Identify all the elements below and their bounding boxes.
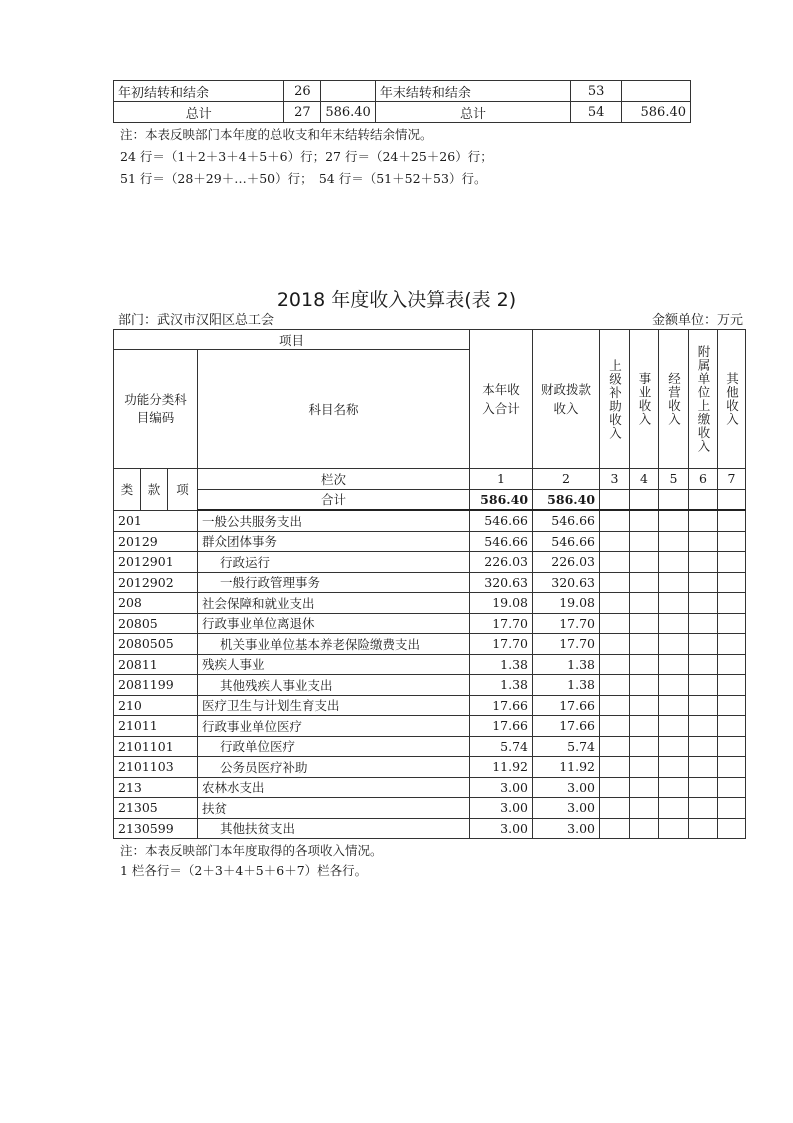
row-empty-cell — [689, 777, 718, 798]
row-empty-cell — [659, 818, 689, 839]
row-empty-cell — [659, 552, 689, 573]
row-empty-cell — [718, 818, 746, 839]
right-line-no: 54 — [571, 102, 622, 123]
row-value-1: 1.38 — [470, 654, 533, 675]
row-empty-cell — [689, 572, 718, 593]
row-empty-cell — [630, 531, 659, 552]
row-value-2: 3.00 — [533, 798, 600, 819]
row-empty-cell — [689, 716, 718, 737]
row-subject-name: 行政运行 — [198, 552, 470, 573]
row-value-2: 226.03 — [533, 552, 600, 573]
income-table — [113, 329, 746, 839]
row-empty-cell — [630, 654, 659, 675]
row-subject-name: 扶贫 — [198, 798, 470, 819]
table-row — [114, 531, 746, 552]
row-code: 2081199 — [114, 675, 198, 696]
row-empty-cell — [659, 695, 689, 716]
row-empty-cell — [630, 552, 659, 573]
row-empty-cell — [718, 572, 746, 593]
header-label: 上级补助收入 — [607, 358, 623, 440]
row-empty-cell — [600, 675, 630, 696]
row-value-1: 546.66 — [470, 510, 533, 531]
row-value-1: 1.38 — [470, 675, 533, 696]
row-code: 2012902 — [114, 572, 198, 593]
row-empty-cell — [718, 613, 746, 634]
col-number: 2 — [533, 469, 600, 490]
col-number: 5 — [659, 469, 689, 490]
left-line-no: 27 — [284, 102, 321, 123]
row-empty-cell — [630, 777, 659, 798]
row-empty-cell — [718, 777, 746, 798]
row-empty-cell — [600, 613, 630, 634]
note-text: 注：本表反映部门本年度的总收支和年末结转结余情况。 — [120, 127, 433, 142]
left-value: 586.40 — [321, 102, 376, 123]
row-empty-cell — [600, 552, 630, 573]
row-empty-cell — [689, 634, 718, 655]
header-label: 功能分类科目编码 — [124, 392, 187, 425]
row-empty-cell — [659, 634, 689, 655]
row-value-2: 17.66 — [533, 695, 600, 716]
row-subject-name: 行政事业单位医疗 — [198, 716, 470, 737]
right-value — [622, 81, 691, 102]
row-code: 2101101 — [114, 736, 198, 757]
row-empty-cell — [659, 757, 689, 778]
row-empty-cell — [630, 757, 659, 778]
row-subject-name: 社会保障和就业支出 — [198, 593, 470, 614]
row-empty-cell — [718, 675, 746, 696]
row-empty-cell — [718, 531, 746, 552]
header-label: 本年收入合计 — [482, 382, 520, 416]
row-value-1: 11.92 — [470, 757, 533, 778]
row-value-1: 5.74 — [470, 736, 533, 757]
row-subject-name: 行政单位医疗 — [198, 736, 470, 757]
department-label: 部门：武汉市汉阳区总工会 — [118, 313, 275, 328]
row-empty-cell — [659, 798, 689, 819]
row-value-2: 19.08 — [533, 593, 600, 614]
header-lei: 类 — [114, 469, 141, 511]
row-empty-cell — [600, 654, 630, 675]
row-code: 2101103 — [114, 757, 198, 778]
row-empty-cell — [630, 593, 659, 614]
header-func-code — [114, 350, 198, 469]
row-subject-name: 其他扶贫支出 — [198, 818, 470, 839]
row-empty-cell — [689, 757, 718, 778]
row-value-2: 17.70 — [533, 634, 600, 655]
row-empty-cell — [659, 654, 689, 675]
row-empty-cell — [689, 531, 718, 552]
row-empty-cell — [718, 716, 746, 737]
table-row — [114, 81, 691, 102]
table-row — [114, 593, 746, 614]
left-label: 年初结转和结余 — [114, 81, 284, 102]
row-code: 20805 — [114, 613, 198, 634]
note-text: 24 行＝（1＋2＋3＋4＋5＋6）行；27 行＝（24＋25＋26）行； — [120, 149, 493, 164]
row-value-1: 226.03 — [470, 552, 533, 573]
row-code: 2130599 — [114, 818, 198, 839]
row-value-1: 17.66 — [470, 716, 533, 737]
row-empty-cell — [630, 798, 659, 819]
row-subject-name: 公务员医疗补助 — [198, 757, 470, 778]
header-col-5 — [659, 330, 689, 469]
row-value-1: 17.70 — [470, 613, 533, 634]
col-number: 1 — [470, 469, 533, 490]
row-code: 201 — [114, 510, 198, 531]
row-empty-cell — [659, 572, 689, 593]
header-col-3 — [600, 330, 630, 469]
header-label: 其他收入 — [724, 372, 740, 426]
header-col-4 — [630, 330, 659, 469]
row-empty-cell — [600, 531, 630, 552]
header-label: 事业收入 — [637, 372, 653, 426]
row-code: 20129 — [114, 531, 198, 552]
table-row — [114, 572, 746, 593]
row-value-1: 3.00 — [470, 777, 533, 798]
total-value-2: 586.40 — [533, 489, 600, 510]
unit-label: 金额单位：万元 — [651, 313, 743, 328]
row-code: 208 — [114, 593, 198, 614]
table-row — [114, 818, 746, 839]
row-value-2: 1.38 — [533, 675, 600, 696]
row-empty-cell — [659, 531, 689, 552]
row-empty-cell — [718, 510, 746, 531]
row-empty-cell — [600, 716, 630, 737]
table-row — [114, 510, 746, 531]
row-code: 2080505 — [114, 634, 198, 655]
col-number: 3 — [600, 469, 630, 490]
row-value-2: 320.63 — [533, 572, 600, 593]
row-code: 2012901 — [114, 552, 198, 573]
table-row — [114, 102, 691, 123]
left-value — [321, 81, 376, 102]
row-empty-cell — [659, 675, 689, 696]
row-empty-cell — [600, 757, 630, 778]
total-label: 合计 — [198, 489, 470, 510]
row-subject-name: 一般行政管理事务 — [198, 572, 470, 593]
row-empty-cell — [600, 818, 630, 839]
row-empty-cell — [718, 654, 746, 675]
row-empty-cell — [600, 510, 630, 531]
row-value-2: 546.66 — [533, 531, 600, 552]
row-subject-name: 行政事业单位离退休 — [198, 613, 470, 634]
row-empty-cell — [689, 736, 718, 757]
header-kuan: 款 — [141, 469, 168, 511]
table-row — [114, 757, 746, 778]
row-value-2: 5.74 — [533, 736, 600, 757]
table-row — [114, 552, 746, 573]
row-empty-cell — [600, 593, 630, 614]
row-value-2: 3.00 — [533, 777, 600, 798]
header-col-7 — [718, 330, 746, 469]
table-row — [114, 675, 746, 696]
row-code: 21011 — [114, 716, 198, 737]
header-lanci: 栏次 — [198, 469, 470, 490]
header-col-1 — [470, 330, 533, 469]
row-value-2: 17.70 — [533, 613, 600, 634]
row-value-1: 3.00 — [470, 798, 533, 819]
row-empty-cell — [718, 552, 746, 573]
row-empty-cell — [689, 593, 718, 614]
header-row — [114, 330, 746, 350]
row-empty-cell — [689, 675, 718, 696]
row-empty-cell — [689, 552, 718, 573]
header-subject-name: 科目名称 — [198, 350, 470, 469]
left-label: 总计 — [114, 102, 284, 123]
row-code: 213 — [114, 777, 198, 798]
row-empty-cell — [600, 736, 630, 757]
table-row — [114, 798, 746, 819]
row-empty-cell — [718, 593, 746, 614]
row-value-1: 17.70 — [470, 634, 533, 655]
header-label: 经营收入 — [666, 372, 682, 426]
table-row — [114, 613, 746, 634]
row-empty-cell — [630, 634, 659, 655]
page-title: 2018 年度收入决算表(表 2) — [276, 289, 517, 311]
header-col-6 — [689, 330, 718, 469]
row-value-2: 546.66 — [533, 510, 600, 531]
table-row — [114, 654, 746, 675]
row-value-1: 19.08 — [470, 593, 533, 614]
row-subject-name: 农林水支出 — [198, 777, 470, 798]
row-empty-cell — [718, 757, 746, 778]
row-empty-cell — [689, 818, 718, 839]
row-value-2: 17.66 — [533, 716, 600, 737]
table-body — [114, 510, 746, 839]
row-subject-name: 医疗卫生与计划生育支出 — [198, 695, 470, 716]
row-empty-cell — [659, 613, 689, 634]
table-row — [114, 695, 746, 716]
right-line-no: 53 — [571, 81, 622, 102]
note-text: 注：本表反映部门本年度取得的各项收入情况。 — [120, 843, 383, 858]
row-empty-cell — [630, 510, 659, 531]
row-code: 20811 — [114, 654, 198, 675]
row-empty-cell — [600, 572, 630, 593]
header-label: 附属单位上缴收入 — [696, 345, 712, 453]
row-value-1: 320.63 — [470, 572, 533, 593]
right-label: 总计 — [375, 102, 570, 123]
row-value-2: 3.00 — [533, 818, 600, 839]
row-subject-name: 群众团体事务 — [198, 531, 470, 552]
total-value-1: 586.40 — [470, 489, 533, 510]
left-line-no: 26 — [284, 81, 321, 102]
row-value-1: 3.00 — [470, 818, 533, 839]
header-col-2 — [533, 330, 600, 469]
table-row — [114, 716, 746, 737]
note-text: 1 栏各行＝（2＋3＋4＋5＋6＋7）栏各行。 — [120, 863, 368, 878]
header-xiang: 项 — [168, 469, 198, 511]
row-empty-cell — [630, 818, 659, 839]
row-empty-cell — [689, 510, 718, 531]
header-row — [114, 469, 746, 490]
row-empty-cell — [600, 695, 630, 716]
row-empty-cell — [718, 736, 746, 757]
row-empty-cell — [689, 695, 718, 716]
row-empty-cell — [659, 510, 689, 531]
row-empty-cell — [659, 593, 689, 614]
table-row — [114, 736, 746, 757]
row-empty-cell — [689, 613, 718, 634]
row-value-1: 546.66 — [470, 531, 533, 552]
row-code: 21305 — [114, 798, 198, 819]
row-subject-name: 机关事业单位基本养老保险缴费支出 — [198, 634, 470, 655]
row-subject-name: 残疾人事业 — [198, 654, 470, 675]
row-empty-cell — [718, 695, 746, 716]
row-empty-cell — [689, 798, 718, 819]
table-notes — [120, 841, 383, 881]
row-empty-cell — [630, 695, 659, 716]
row-empty-cell — [600, 798, 630, 819]
row-empty-cell — [630, 572, 659, 593]
total-row — [114, 489, 746, 510]
col-number: 6 — [689, 469, 718, 490]
header-label: 财政拨款收入 — [541, 382, 592, 416]
row-empty-cell — [630, 675, 659, 696]
header-project: 项目 — [114, 330, 470, 350]
row-empty-cell — [659, 777, 689, 798]
row-value-1: 17.66 — [470, 695, 533, 716]
col-number: 4 — [630, 469, 659, 490]
right-label: 年末结转和结余 — [375, 81, 570, 102]
right-value: 586.40 — [622, 102, 691, 123]
row-empty-cell — [630, 736, 659, 757]
summary-table-continuation — [113, 80, 691, 123]
row-subject-name: 一般公共服务支出 — [198, 510, 470, 531]
row-empty-cell — [600, 634, 630, 655]
table-row — [114, 777, 746, 798]
row-subject-name: 其他残疾人事业支出 — [198, 675, 470, 696]
table-row — [114, 634, 746, 655]
row-value-2: 1.38 — [533, 654, 600, 675]
row-empty-cell — [600, 777, 630, 798]
row-empty-cell — [659, 736, 689, 757]
row-empty-cell — [689, 654, 718, 675]
col-number: 7 — [718, 469, 746, 490]
note-text: 51 行＝（28＋29＋…＋50）行； 54 行＝（51＋52＋53）行。 — [120, 171, 487, 186]
row-empty-cell — [718, 798, 746, 819]
row-empty-cell — [630, 716, 659, 737]
row-code: 210 — [114, 695, 198, 716]
row-empty-cell — [630, 613, 659, 634]
row-value-2: 11.92 — [533, 757, 600, 778]
row-empty-cell — [718, 634, 746, 655]
row-empty-cell — [659, 716, 689, 737]
